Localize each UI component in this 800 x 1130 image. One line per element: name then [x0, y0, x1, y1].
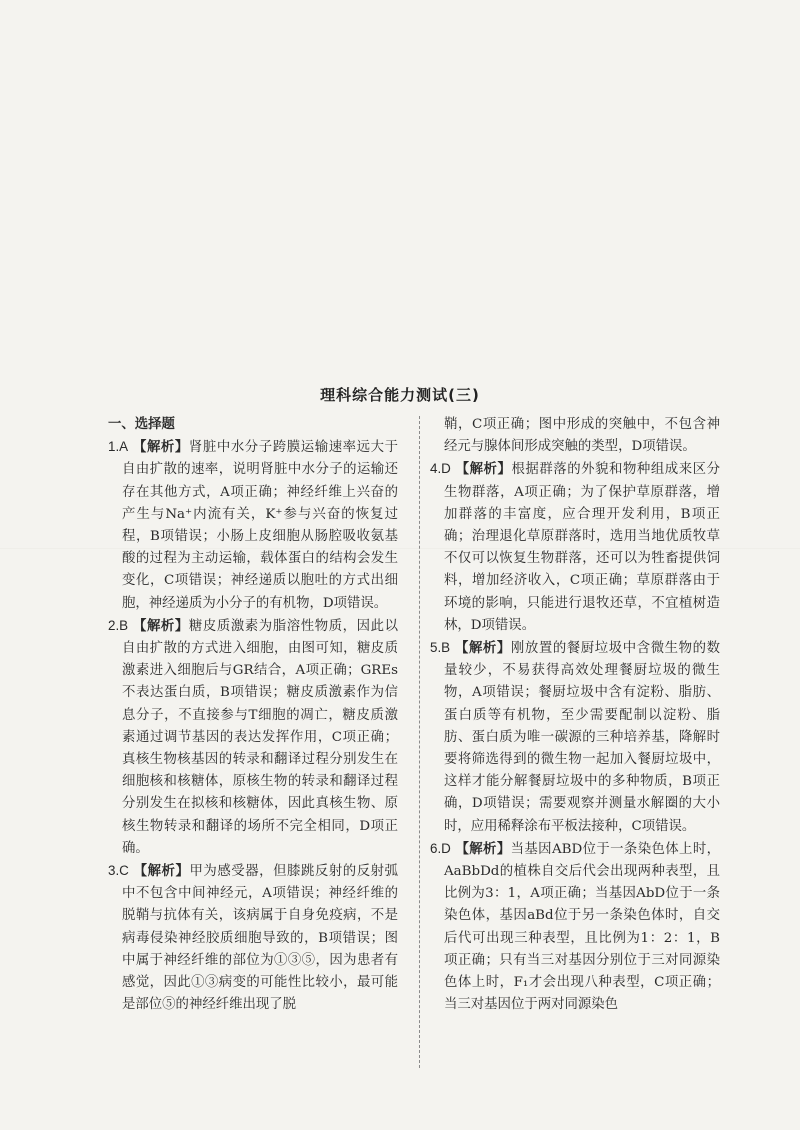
analysis-text: 鞘，C项正确；图中形成的突触中，不包含神经元与腺体间形成突触的类型，D项错误。 — [444, 417, 720, 455]
question-item-4 — [430, 458, 720, 637]
answer-letter: C — [119, 863, 129, 879]
question-number: 1. — [108, 439, 120, 455]
analysis-tag: 【解析】 — [455, 841, 511, 857]
column-divider — [419, 416, 420, 1068]
answer-letter: A — [119, 439, 129, 455]
page-title: 理科综合能力测试(三) — [320, 386, 480, 404]
analysis-text: 刚放置的餐厨垃圾中含微生物的数量较少，不易获得高效处理餐厨垃圾的微生物，A项错误；餐厨垃圾中含有淀粉、脂肪、蛋白质等有机物，至少需要配制以淀粉、脂肪、蛋白质为唯一碳源的三种培养基，降解时要将筛选得到的微生物一起加入餐厨垃圾中，这样才能分解餐厨垃圾中的多种物质，B项正确，D项错误；需要观察并测量水解圈的大小时，应用稀释涂布平板法接种，C项错误。 — [444, 641, 721, 834]
answer-letter: D — [441, 461, 451, 477]
analysis-tag: 【解析】 — [132, 618, 189, 634]
analysis-text: 肾脏中水分子跨膜运输速率远大于自由扩散的速率，说明肾脏中水分子的运输还存在其他方式，A项正确；神经纤维上兴奋的产生与Na⁺内流有关，K⁺参与兴奋的恢复过程，B项错误；小肠上皮细胞从肠腔吸收氨基酸的过程为主动运输，载体蛋白的结构会发生变化，C项错误；神经递质以胞吐的方式出细胞，神经递质为小分子的有机物，D项错误。 — [122, 440, 399, 611]
left-column — [108, 414, 398, 1016]
question-number: 4. — [430, 461, 442, 477]
analysis-text: 甲为感受器，但膝跳反射的反射弧中不包含中间神经元，A项错误；神经纤维的脱鞘与抗体有关，该病属于自身免疫病，不是病毒侵染神经胶质细胞导致的，B项错误；图中属于神经纤维的部位为①③⑤，因为患者有感觉，因此①③病变的可能性比较小，最可能是部位⑤的神经纤维出现了脱 — [122, 864, 399, 1013]
question-number: 6. — [430, 840, 442, 856]
section-heading: 一、选择题 — [108, 417, 175, 432]
question-item-6 — [430, 838, 720, 1017]
analysis-tag: 【解析】 — [133, 864, 190, 880]
analysis-tag: 【解析】 — [455, 462, 512, 478]
question-item-2 — [108, 615, 398, 860]
answer-letter: D — [441, 840, 451, 856]
analysis-text: 糖皮质激素为脂溶性物质，因此以自由扩散的方式进入细胞，由图可知，糖皮质激素进入细胞后与GR结合，A项正确；GREs不表达蛋白质，B项错误；糖皮质激素作为信息分子，不直接参与T细胞的凋亡，糖皮质激素通过调节基因的表达发挥作用，C项正确；真核生物核基因的转录和翻译过程分别发生在细胞核和核糖体，原核生物的转录和翻译过程分别发生在拟核和核糖体，因此真核生物、原核生物转录和翻译的场所不完全相同，D项正确。 — [122, 618, 399, 856]
question-number: 5. — [430, 640, 442, 656]
question-number: 3. — [108, 863, 120, 879]
question-number: 2. — [108, 617, 120, 633]
question-item-3 — [108, 860, 398, 1016]
analysis-text: 当基因ABD位于一条染色体上时，AaBbDd的植株自交后代会出现两种表型，且比例为3：1，A项正确；当基因AbD位于一条染色体，基因aBd位于另一条染色体时，自交后代可出现三种表型，且比例为1：2：1，B项正确；只有当三对基因分别位于三对同源染色体上时，F₁才会出现八种表型，C项正确；当三对基因位于两对同源染色 — [444, 841, 721, 1013]
question-continuation — [430, 414, 720, 458]
answer-letter: B — [441, 640, 451, 656]
question-item-5 — [430, 637, 720, 838]
analysis-text: 根据群落的外貌和物种组成来区分生物群落，A项正确；为了保护草原群落，增加群落的丰富度，应合理开发利用，B项正确；治理退化草原群落时，选用当地优质牧草不仅可以恢复生物群落，还可以为牲畜提供饲料，增加经济收入，C项正确；草原群落由于环境的影响，只能进行退牧还草，不宜植树造林，D项错误。 — [444, 462, 721, 633]
question-item-1 — [108, 436, 398, 615]
analysis-tag: 【解析】 — [454, 641, 511, 657]
right-column — [430, 414, 720, 1016]
answer-letter: B — [119, 617, 129, 633]
analysis-tag: 【解析】 — [132, 440, 189, 456]
